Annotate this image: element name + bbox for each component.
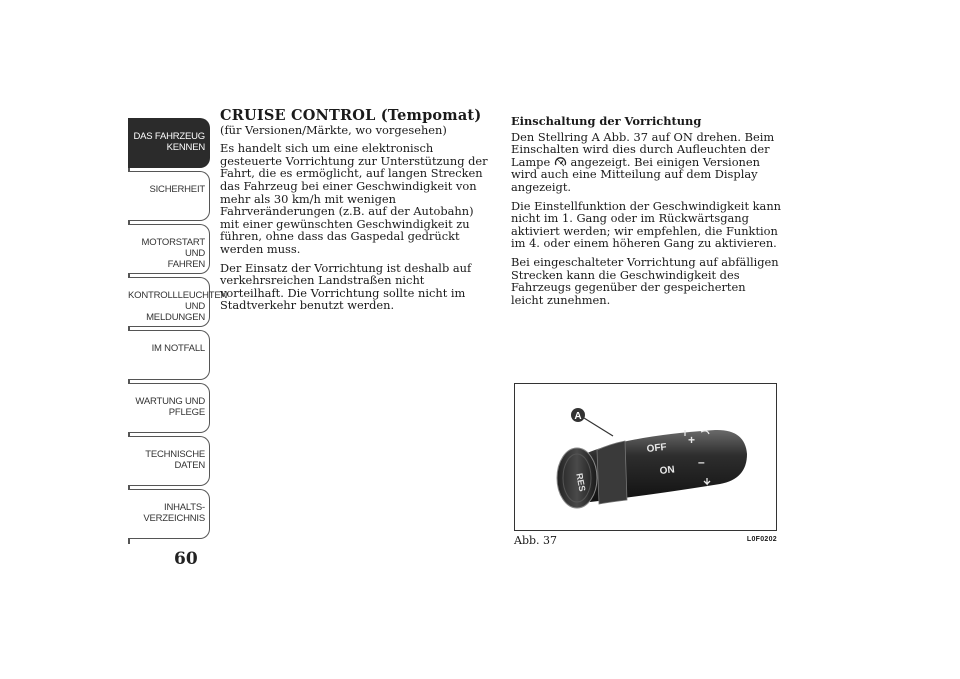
right-column [511,115,781,312]
figure-cruise-control-lever [514,383,777,545]
plus-label: + [688,433,696,447]
tab-chapter-5[interactable] [128,330,210,380]
figure-code: L0F0202 [746,536,777,543]
off-label: OFF [646,441,668,455]
section-subtitle: (für Versionen/Märkte, wo vorgesehen) [220,122,447,137]
minus-label: – [698,455,705,469]
paragraph-gear-note: Die Einstellfunktion der Geschwindigkeit kann nicht im 1. Gang oder im Rückwärtsgang aktiviert werden; wir empfehlen, die Funktion im 4. oder einem höheren Gang zu aktivieren. [511,198,782,251]
tab-label-line: PFLEGE [168,407,205,418]
tab-chapter-1[interactable] [128,118,210,168]
section-title: CRUISE CONTROL (Tempomat) [220,107,482,124]
tab-chapter-3[interactable] [128,224,210,274]
cruise-control-lever-illustration [515,384,776,530]
paragraph-activation-part1: Den Stellring A Abb. 37 auf ON drehen. Beim Einschalten wird dies durch Aufleuchten der Lampe [511,129,775,169]
on-label: ON [659,464,676,477]
paragraph-description: Es handelt sich um eine elektronisch gesteuerte Vorrichtung zur Unterstützung der Fahrt, die es ermöglicht, auf langen Strecken das Fahrzeug bei einer Geschwindigkeit von mehr als 30 km/h mit wenigen Fahrveränderungen (z.B. auf der Autobahn) mit einer gewünschten Geschwindigkeit zu führen, ohne dass das Gaspedal gedrückt werden muss. [220,141,488,256]
tab-label-line: IM NOTFALL [151,343,205,354]
tab-chapter-4[interactable] [128,277,228,327]
tab-chapter-7[interactable] [128,436,210,486]
paragraph-usage-note: Der Einsatz der Vorrichtung ist deshalb auf verkehrsreichen Landstraßen nicht vorteilhaft. Die Vorrichtung sollte nicht im Stadtverkehr benutzt werden. [220,260,472,313]
callout-a-line [584,418,613,436]
tab-chapter-2[interactable] [128,171,210,221]
tab-chapter-6[interactable] [128,383,210,433]
page-number: 60 [174,549,198,569]
tab-label-line: UND MELDUNGEN [146,301,205,323]
tab-label-line: WARTUNG UND [135,396,205,407]
left-column [220,107,490,318]
tab-label-line: MOTORSTART UND [141,237,205,259]
callout-a-label: A [574,411,582,422]
paragraph-activation-part2: angezeigt. Bei einigen Versionen wird auch eine Mitteilung auf dem Display angezeigt. [511,154,760,194]
tab-label-line: VERZEICHNIS [143,513,205,524]
tab-chapter-8[interactable] [128,489,210,539]
tab-label-line: KONTROLLLEUCHTEN [128,290,228,301]
tab-label-line: TECHNISCHE [145,449,205,460]
paragraph-downhill-note: Bei eingeschalteter Vorrichtung auf abfälligen Strecken kann die Geschwindigkeit des Fahrzeugs gegenüber der gespeicherten leicht zunehmen. [511,254,779,307]
tab-label-line: FAHREN [167,259,205,270]
tab-label-line: DAS FAHRZEUG [133,131,205,142]
subsection-heading: Einschaltung der Vorrichtung [511,114,702,128]
speedometer-icon [554,157,567,167]
res-label: RES [574,472,588,493]
chapter-tabs [128,118,228,542]
paragraph-activation [511,131,781,194]
tab-label-line: INHALTS- [164,502,205,513]
figure-frame [514,383,777,531]
figure-caption: Abb. 37 [514,534,558,547]
tab-label-line: DATEN [174,460,205,471]
tab-label-line: SICHERHEIT [149,184,205,195]
tab-label-line: KENNEN [166,142,205,153]
